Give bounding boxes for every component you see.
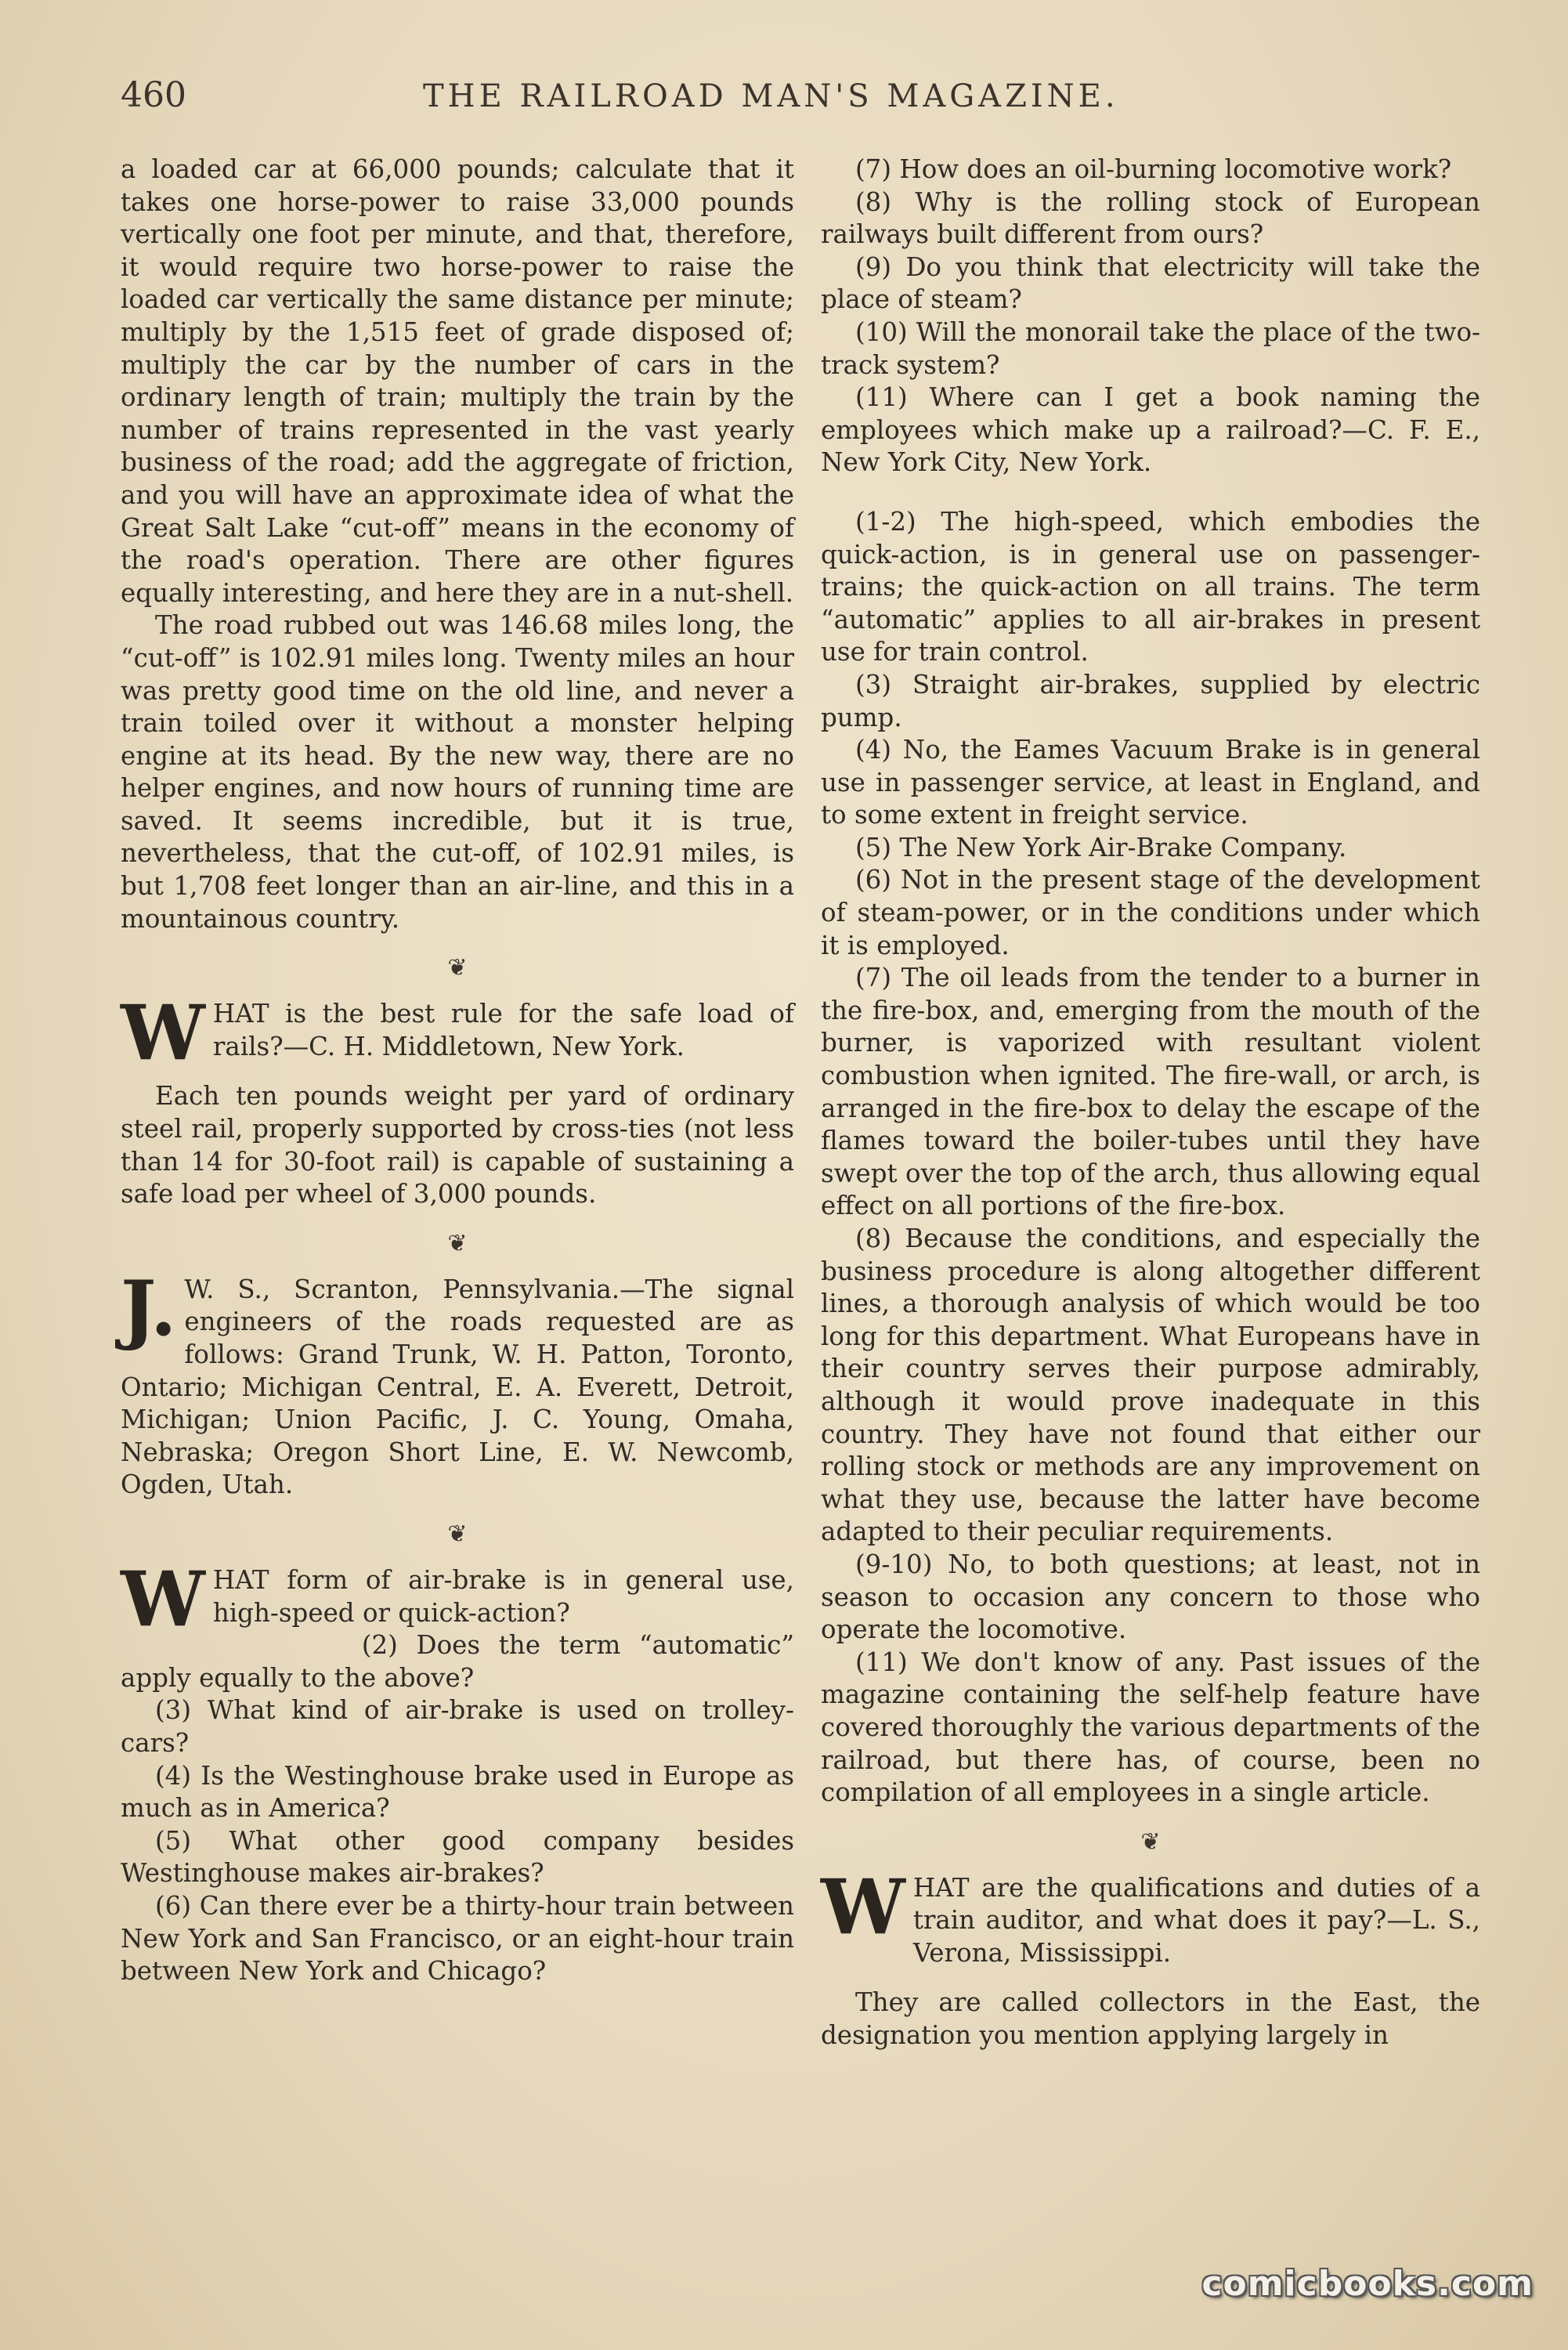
ornament-divider: ❦ <box>447 954 468 982</box>
question-text: (4) Is the Westinghouse brake used in Europe as much as in America? <box>121 1760 794 1824</box>
answer-text: (9-10) No, to both questions; at least, not in season to occasion any concern to those who operate the locomotive. <box>821 1549 1480 1645</box>
paragraph-cutoff-economy: a loaded car at 66,000 pounds; calculate that it takes one horse-power to raise 33,000 pounds vertically one foot per minute, and that, therefore, it would require two horse-power to raise the loaded car vertically the same distance per minute; multiply by the 1,515 feet of grade disposed of; multiply the car by the number of cars in the ordinary length of train; multiply the train by the number of trains represented in the vast yearly business of the road; add the aggregate of friction, and you will have an approximate idea of what the Great Salt Lake “cut-off” means in the economy of the road's operation. There are other figures equally interesting, and here they are in a nut-shell. <box>121 154 794 608</box>
question-text: (9) Do you think that electricity will take the place of steam? <box>821 251 1480 315</box>
answer-text: (4) No, the Eames Vacuum Brake is in general use in passenger service, at least in England, and to some extent in freight service. <box>821 735 1480 830</box>
drop-cap: J. <box>121 1264 177 1353</box>
question-text: (6) Can there ever be a thirty-hour train between New York and San Francisco, or an eight-hour train between New York and Chicago? <box>121 1890 794 1987</box>
answer-text: (7) The oil leads from the tender to a burner in the fire-box, and, emerging from the mouth of the burner, is vaporized with resultant violent combustion when ignited. The fire-wall, or arch, is arranged in the fire-box to delay the escape of the flames toward the boiler-tubes until they have swept over the top of the arch, thus allowing equal effect on all portions of the fire-box. <box>821 963 1480 1221</box>
question-text: (5) What other good company besides Westinghouse makes air-brakes? <box>121 1825 794 1889</box>
question-safe-load <box>121 989 794 1078</box>
drop-cap: W <box>121 989 205 1078</box>
page-number: 460 <box>121 75 186 115</box>
question-train-auditor <box>821 1862 1480 1970</box>
ornament-divider: ❦ <box>1140 1828 1161 1856</box>
question-text: HAT is the best rule for the safe load of rails?—C. H. Middletown, New York. <box>212 999 794 1061</box>
watermark: comicbooks.com <box>1201 2264 1534 2304</box>
answer-text: W. S., Scranton, Pennsylvania.—The signal engineers of the roads requested are as follows: Grand Trunk, W. H. Patton, Toronto, Ontario; Michigan Central, E. A. Everett, Detroit, Michigan; Union Pacific, J. C. Young, Omaha, Nebraska; Oregon Short Line, E. W. Newcomb, Ogden, Utah. <box>121 1274 794 1500</box>
answer-safe-load: Each ten pounds weight per yard of ordinary steel rail, properly supported by cross-ties (not less than 14 for 30-foot rail) is capable of sustaining a safe load per wheel of 3,000 pounds. <box>121 1081 794 1209</box>
answer-text: (3) Straight air-brakes, supplied by electric pump. <box>821 669 1480 732</box>
question-text: (7) How does an oil-burning locomotive work? <box>855 154 1452 184</box>
drop-cap: W <box>121 1554 205 1643</box>
left-column <box>121 154 794 1988</box>
ornament-divider: ❦ <box>447 1229 468 1257</box>
answer-signal-engineers <box>121 1264 794 1502</box>
answer-text: (8) Because the conditions, and especially the business procedure is along altogether different lines, a thorough analysis of which would be too long for this department. What Europeans have in their country serves their purpose admirably, although it would prove inadequate in this country. They have not found that either our rolling stock or methods are any improvement on what they use, because the latter have become adapted to their peculiar requirements. <box>821 1224 1480 1547</box>
question-text: (11) Where can I get a book naming the employees which make up a railroad?—C. F. E., New York City, New York. <box>821 382 1480 478</box>
answer-text: (6) Not in the present stage of the development of steam-power, or in the conditions under which it is employed. <box>821 865 1480 960</box>
right-column <box>821 154 1480 2052</box>
question-text: (2) Does the term “automatic” apply equally to the above? <box>121 1630 794 1693</box>
question-text: (8) Why is the rolling stock of European railways built different from ours? <box>821 186 1480 250</box>
question-text: HAT are the qualifications and duties of a train auditor, and what does it pay?—L. S., Verona, Mississippi. <box>912 1872 1480 1968</box>
answer-text: (5) The New York Air-Brake Company. <box>855 832 1347 862</box>
answer-text: (1-2) The high-speed, which embodies the quick-action, is in general use on passenger-trains; the quick-action on all trains. The term “automatic” applies to all air-brakes in present use for train control. <box>821 506 1480 667</box>
answer-text: They are called collectors in the East, the designation you mention applying largely in <box>821 1987 1480 2051</box>
paragraph-cutoff-figures: The road rubbed out was 146.68 miles long, the “cut-off” is 102.91 miles long. Twenty miles an hour was pretty good time on the old line, and never a train toiled over it without a monster helping engine at its head. By the new way, there are no helper engines, and now hours of running time are saved. It seems incredible, but it is true, nevertheless, that the cut-off, of 102.91 miles, is but 1,708 feet longer than an air-line, and this in a mountainous country. <box>121 610 794 934</box>
question-text: (10) Will the monorail take the place of the two-track system? <box>821 316 1480 380</box>
question-text: HAT form of air-brake is in general use, high-speed or quick-action? <box>212 1564 794 1628</box>
running-head: THE RAILROAD MAN'S MAGAZINE. <box>423 78 1119 114</box>
ornament-divider: ❦ <box>447 1520 468 1548</box>
question-air-brake <box>121 1554 794 1694</box>
question-text: (3) What kind of air-brake is used on trolley-cars? <box>121 1695 794 1758</box>
drop-cap: W <box>821 1862 905 1951</box>
answer-text: (11) We don't know of any. Past issues of the magazine containing the self-help feature have covered thoroughly the various departments of the railroad, but there has, of course, been no compilation of all employees in a single article. <box>821 1647 1480 1808</box>
page-header <box>121 75 1483 130</box>
